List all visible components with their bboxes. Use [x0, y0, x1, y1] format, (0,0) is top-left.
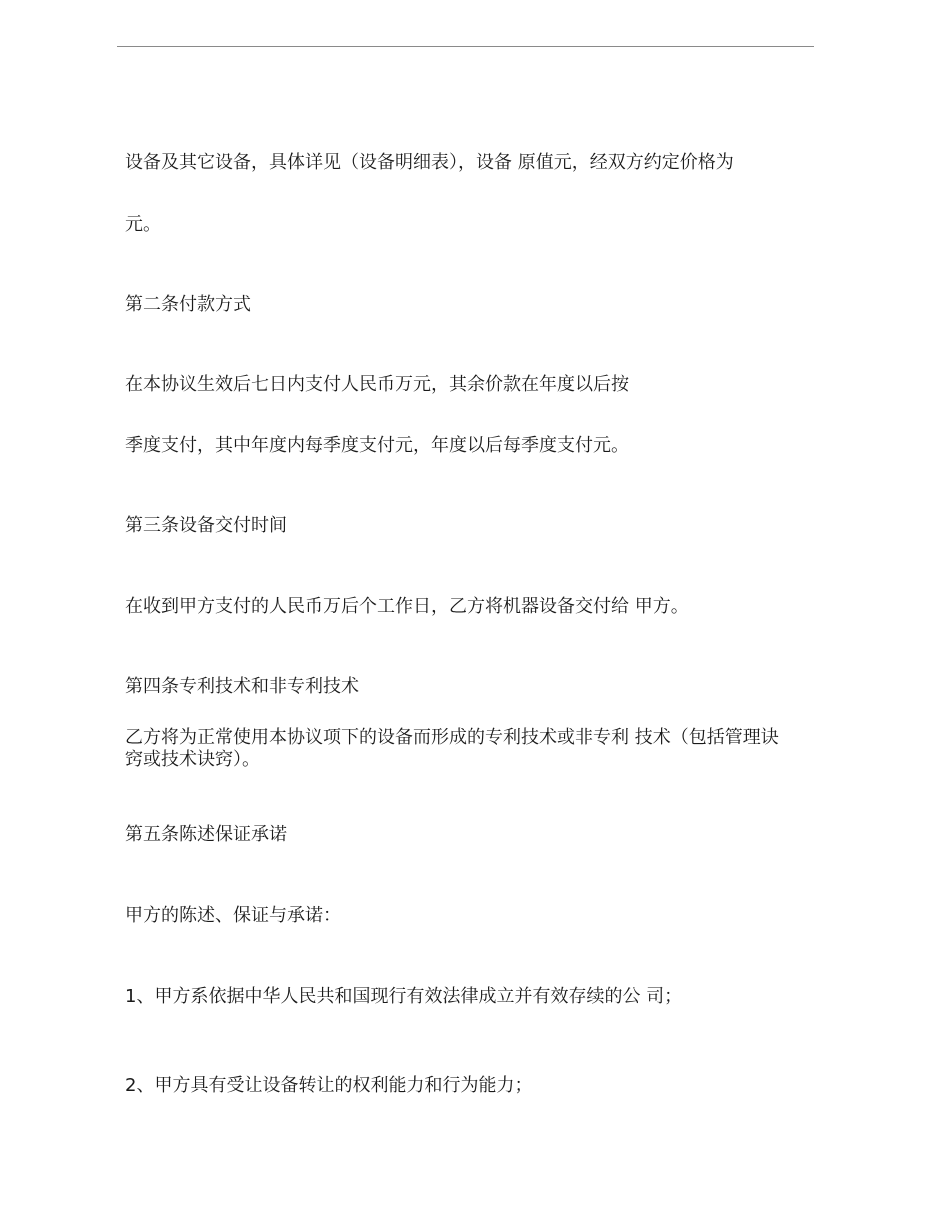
section-heading-payment: 第二条付款方式	[125, 294, 251, 315]
section-heading-patent: 第四条专利技术和非专利技术	[125, 676, 359, 697]
section-heading-delivery: 第三条设备交付时间	[125, 515, 287, 536]
paragraph-delivery: 在收到甲方支付的人民币万后个工作日，乙方将机器设备交付给 甲方。	[125, 596, 689, 617]
list-item-1: 1、甲方系依据中华人民共和国现行有效法律成立并有效存续的公 司；	[125, 986, 683, 1007]
list-item-2: 2、甲方具有受让设备转让的权利能力和行为能力；	[125, 1075, 533, 1096]
paragraph-party-a-statement: 甲方的陈述、保证与承诺：	[125, 905, 341, 926]
paragraph-patent: 乙方将为正常使用本协议项下的设备而形成的专利技术或非专利 技术（包括管理诀窍或技术诀窍）。	[125, 727, 779, 770]
paragraph-equipment-price: 设备及其它设备，具体详见（设备明细表），设备 原值元，经双方约定价格为	[125, 152, 734, 173]
section-heading-warranty: 第五条陈述保证承诺	[125, 824, 287, 845]
paragraph-equipment-price-continued: 元。	[125, 214, 161, 235]
paragraph-payment-line-2: 季度支付，其中年度内每季度支付元，年度以后每季度支付元。	[125, 435, 629, 456]
paragraph-payment-line-1: 在本协议生效后七日内支付人民币万元，其余价款在年度以后按	[125, 374, 629, 395]
header-rule	[117, 46, 814, 47]
